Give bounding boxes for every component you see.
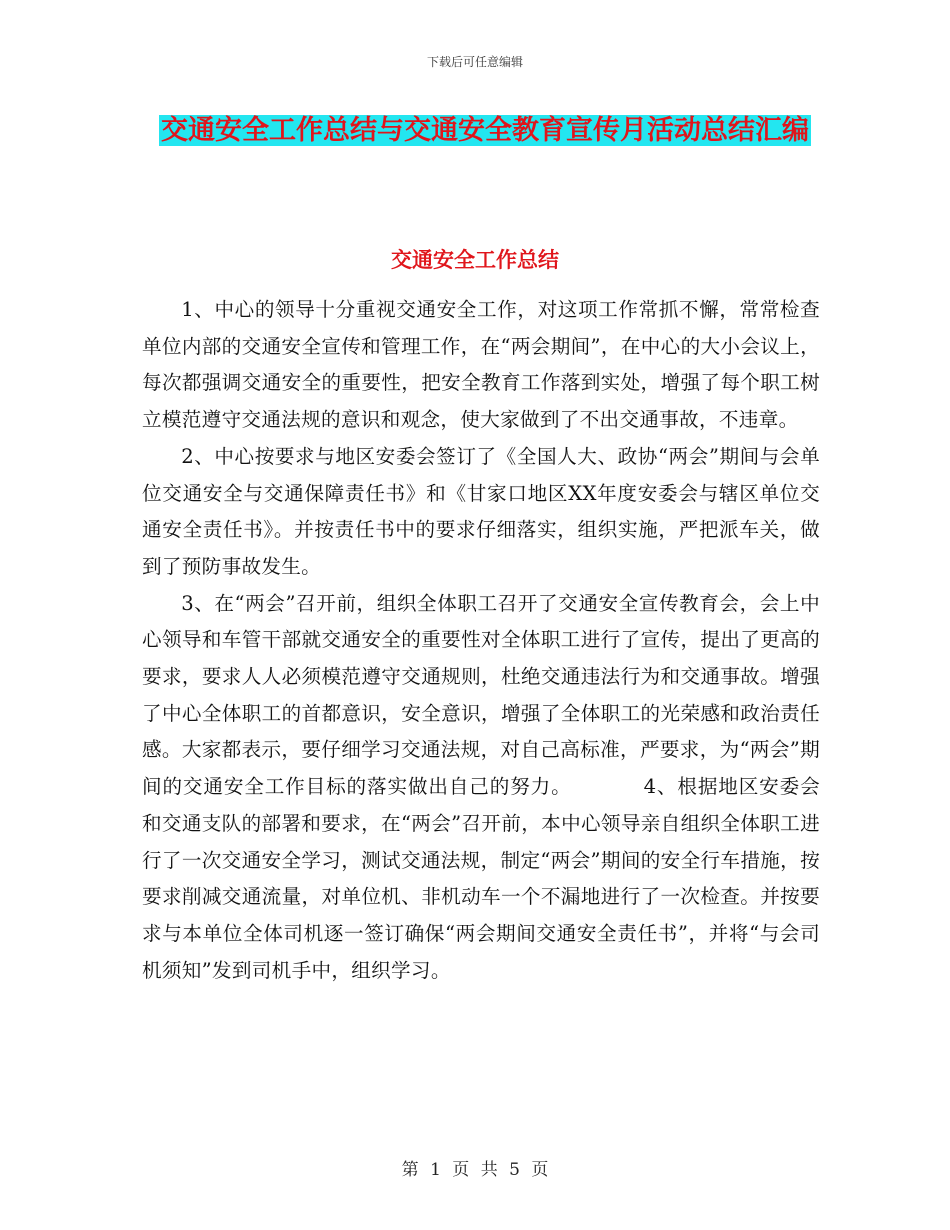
header-note: 下载后可任意编辑 <box>426 55 523 69</box>
section-title: 交通安全工作总结 <box>391 248 559 272</box>
document-title-highlight: 交通安全工作总结与交通安全教育宣传月活动总结汇编 <box>161 115 809 146</box>
document-body <box>142 292 820 989</box>
paragraph-1: 1、中心的领导十分重视交通安全工作，对这项工作常抓不懈，常常检查单位内部的交通安全宣传和管理工作，在“两会期间”，在中心的大小会议上，每次都强调交通安全的重要性，把安全教育工作落到实处，增强了每个职工树立模范遵守交通法规的意识和观念，使大家做到了不出交通事故，不违章。 <box>142 298 820 432</box>
paragraph-2: 2、中心按要求与地区安委会签订了《全国人大、政协“两会”期间与会单位交通安全与交通保障责任书》和《甘家口地区XX年度安委会与辖区单位交通安全责任书》。并按责任书中的要求仔细落实，组织实施，严把派车关，做到了预防事故发生。 <box>142 444 820 578</box>
page-number-footer: 第 1 页 共 5 页 <box>401 1160 549 1180</box>
document-title <box>140 108 830 154</box>
paragraph-3: 3、在“两会”召开前，组织全体职工召开了交通安全宣传教育会，会上中心领导和车管干部就交通安全的重要性对全体职工进行了宣传，提出了更高的要求，要求人人必须模范遵守交通规则，杜绝交通违法行为和交通事故。增强了中心全体职工的首都意识，安全意识，增强了全体职工的光荣感和政治责任感。大家都表示，要仔细学习交通法规，对自己高标准，严要求，为“两会”期间的交通安全工作目标的落实做出自己的努力。 4、根据地区安委会和交通支队的部署和要求，在“两会”召开前，本中心领导亲自组织全体职工进行了一次交通安全学习，测试交通法规，制定“两会”期间的安全行车措施，按要求削减交通流量，对单位机、非机动车一个不漏地进行了一次检查。并按要求与本单位全体司机逐一签订确保“两会期间交通安全责任书”，并将“与会司机须知”发到司机手中，组织学习。 <box>142 591 820 982</box>
